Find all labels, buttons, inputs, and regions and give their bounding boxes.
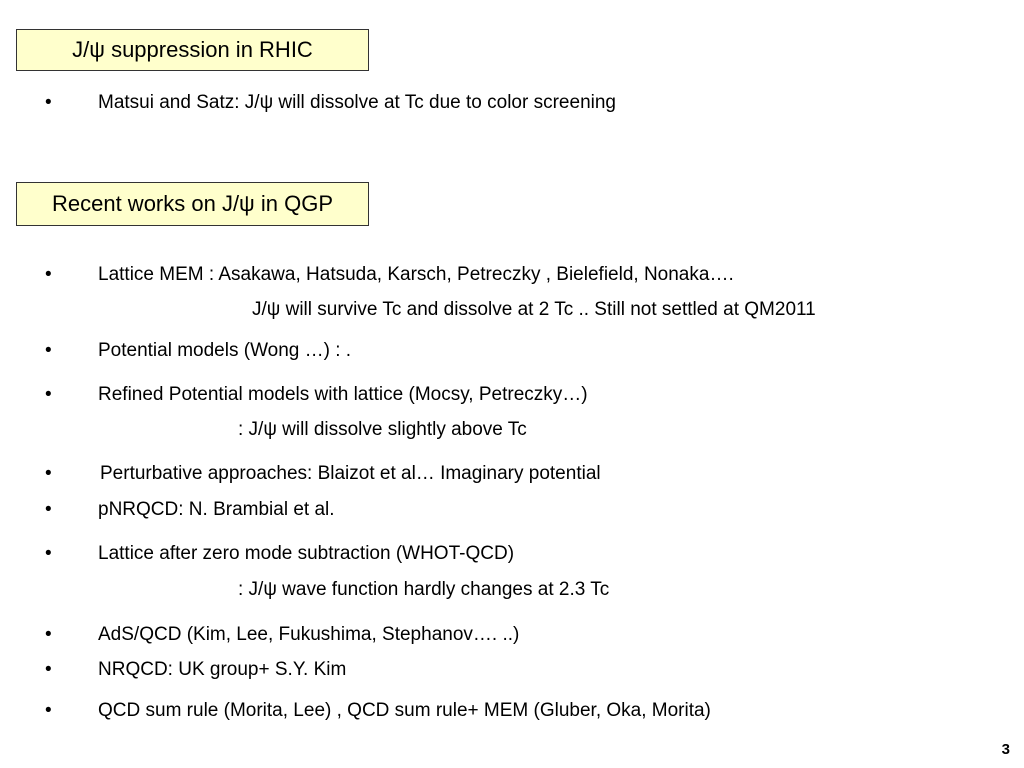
- section-title-text: J/ψ suppression in RHIC: [72, 37, 313, 62]
- list-item-continuation: : J/ψ wave function hardly changes at 2.3 Tc: [238, 579, 610, 600]
- bullet-marker: •: [45, 624, 52, 645]
- section-title-recent-works: [16, 182, 369, 226]
- list-item: Lattice after zero mode subtraction (WHOT-QCD): [98, 543, 515, 564]
- list-item-continuation: J/ψ will survive Tc and dissolve at 2 Tc .. Still not settled at QM2011: [252, 299, 816, 320]
- section-title-text: Recent works on J/ψ in QGP: [51, 191, 333, 216]
- bullet-marker: •: [45, 463, 52, 484]
- bullet-marker: •: [45, 659, 52, 680]
- list-item: NRQCD: UK group+ S.Y. Kim: [98, 659, 347, 680]
- list-item: pNRQCD: N. Brambial et al.: [98, 499, 335, 520]
- bullet-marker: •: [45, 499, 52, 520]
- list-item: Refined Potential models with lattice (Mocsy, Petreczky…): [98, 384, 588, 405]
- bullet-marker: •: [45, 384, 52, 405]
- list-item-continuation: : J/ψ will dissolve slightly above Tc: [238, 419, 527, 440]
- list-item: Matsui and Satz: J/ψ will dissolve at Tc due to color screening: [98, 92, 616, 113]
- bullet-marker: •: [45, 340, 52, 361]
- list-item: Perturbative approaches: Blaizot et al… Imaginary potential: [100, 463, 601, 484]
- list-item: Lattice MEM : Asakawa, Hatsuda, Karsch, Petreczky , Bielefield, Nonaka….: [98, 264, 734, 285]
- section-title-jpsi-suppression: [16, 29, 369, 71]
- bullet-marker: •: [45, 92, 52, 113]
- bullet-marker: •: [45, 543, 52, 564]
- list-item: Potential models (Wong …) : .: [98, 340, 352, 361]
- bullet-marker: •: [45, 700, 52, 721]
- list-item: AdS/QCD (Kim, Lee, Fukushima, Stephanov…. ..): [98, 624, 520, 645]
- bullet-marker: •: [45, 264, 52, 285]
- page-number: 3: [1001, 741, 1010, 758]
- list-item: QCD sum rule (Morita, Lee) , QCD sum rule+ MEM (Gluber, Oka, Morita): [98, 700, 711, 721]
